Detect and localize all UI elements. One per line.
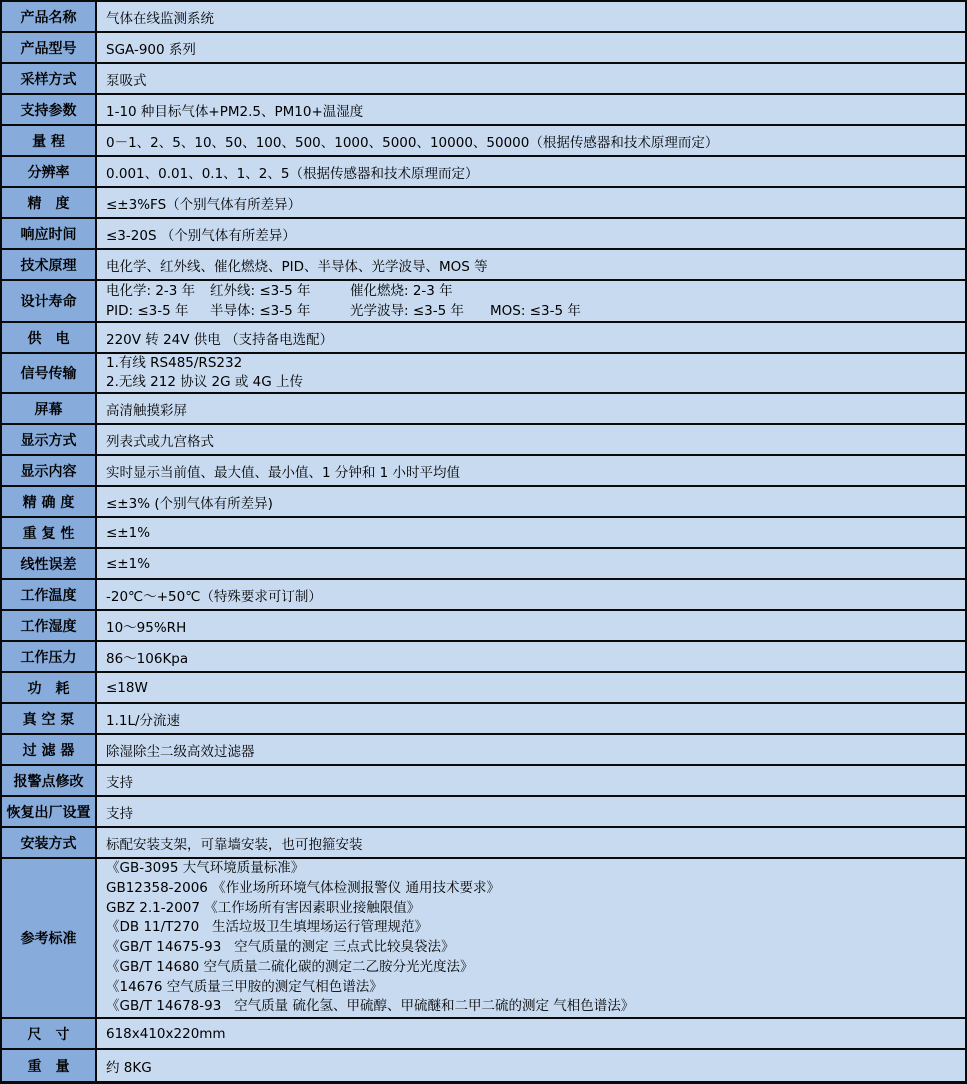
- spec-value: [97, 549, 965, 578]
- design-life-item: PID: ≤3-5 年: [106, 303, 189, 319]
- spec-value-text: 10～95%RH: [106, 619, 187, 636]
- spec-label: [2, 456, 97, 485]
- spec-value-text: 0－1、2、5、10、50、100、500、1000、5000、10000、50000（根据传感器和技术原理而定）: [106, 134, 719, 151]
- spec-label: [2, 735, 97, 764]
- spec-row-range: [2, 126, 965, 157]
- spec-label-text: 技术原理: [20, 257, 77, 274]
- standard-line: 《14676 空气质量三甲胺的测定气相色谱法》: [106, 978, 383, 995]
- spec-row-power-consumption: [2, 673, 965, 704]
- spec-label-text: 显示方式: [20, 432, 77, 449]
- design-life-item: 催化燃烧: 2-3 年: [350, 283, 453, 299]
- spec-value-text: 86～106Kpa: [106, 650, 189, 667]
- spec-row-accuracy: [2, 188, 965, 219]
- signal-line-2: 2.无线 212 协议 2G 或 4G 上传: [106, 374, 303, 390]
- spec-value-text: 标配安装支架，可靠墙安装，也可抱箍安装: [106, 836, 363, 853]
- spec-label: [2, 766, 97, 795]
- spec-value-text: 0.001、0.01、0.1、1、2、5（根据传感器和技术原理而定）: [106, 165, 479, 182]
- standard-line: 《GB/T 14678-93 空气质量 硫化氢、甲硫醇、甲硫醚和二甲二硫的测定 气相色谱法》: [106, 998, 635, 1015]
- spec-value: [97, 642, 965, 671]
- spec-row-precision: [2, 487, 965, 518]
- spec-label-text: 分辨率: [27, 164, 70, 181]
- spec-value: [97, 95, 965, 124]
- spec-row-factory-reset: [2, 797, 965, 828]
- spec-label-text: 量 程: [32, 133, 65, 150]
- spec-value: [97, 1019, 965, 1048]
- spec-value-text: 泵吸式: [106, 72, 147, 89]
- spec-label-text: 工作压力: [20, 649, 77, 666]
- spec-value: [97, 487, 965, 516]
- spec-label-text: 支持参数: [20, 102, 77, 119]
- spec-value: [97, 766, 965, 795]
- spec-value-text: 220V 转 24V 供电 （支持备电选配）: [106, 331, 334, 348]
- spec-value: [97, 157, 965, 186]
- spec-value-text: ≤±1%: [106, 555, 151, 572]
- spec-label: [2, 487, 97, 516]
- spec-label: [2, 642, 97, 671]
- spec-label: [2, 2, 97, 31]
- spec-value-text: 实时显示当前值、最大值、最小值、1 分钟和 1 小时平均值: [106, 464, 461, 481]
- spec-label: [2, 354, 97, 392]
- spec-row-product-model: [2, 33, 965, 64]
- design-life-line-2: [106, 301, 965, 321]
- spec-row-installation-method: [2, 828, 965, 859]
- spec-value-text: 支持: [106, 805, 133, 822]
- standard-line: GBZ 2.1-2007 《工作场所有害因素职业接触限值》: [106, 899, 421, 916]
- spec-value-text: 列表式或九宫格式: [106, 433, 214, 450]
- spec-value-text: ≤3-20S （个别气体有所差异）: [106, 227, 296, 244]
- spec-label: [2, 673, 97, 702]
- spec-label-text: 精 确 度: [22, 494, 75, 511]
- standard-line: 《GB/T 14680 空气质量二硫化碳的测定二乙胺分光光度法》: [106, 958, 474, 975]
- spec-value-text: 气体在线监测系统: [106, 10, 214, 27]
- spec-label-text: 供 电: [27, 330, 70, 347]
- spec-row-signal-transmission: [2, 354, 965, 394]
- design-life-item: 电化学: 2-3 年: [106, 283, 196, 299]
- spec-value: [97, 580, 965, 609]
- spec-row-response-time: [2, 219, 965, 250]
- spec-value-text: 支持: [106, 774, 133, 791]
- spec-row-reference-standards: [2, 859, 965, 1019]
- spec-label: [2, 394, 97, 423]
- spec-label-text: 功 耗: [27, 680, 70, 697]
- spec-row-technical-principle: [2, 250, 965, 281]
- spec-value: [97, 64, 965, 93]
- spec-label: [2, 188, 97, 217]
- spec-label-text: 报警点修改: [13, 773, 84, 790]
- spec-label-text: 精 度: [27, 195, 70, 212]
- spec-label: [2, 797, 97, 826]
- spec-label: [2, 549, 97, 578]
- standard-line: 《DB 11/T270 生活垃圾卫生填埋场运行管理规范》: [106, 919, 429, 936]
- spec-value: [97, 323, 965, 352]
- spec-label-text: 真 空 泵: [22, 711, 75, 728]
- spec-value: [97, 354, 965, 392]
- spec-value: [97, 281, 965, 321]
- spec-label-text: 参考标准: [20, 931, 77, 947]
- spec-value: [97, 394, 965, 423]
- spec-value: [97, 219, 965, 248]
- spec-label: [2, 126, 97, 155]
- spec-value: [97, 735, 965, 764]
- spec-row-power-supply: [2, 323, 965, 354]
- spec-row-filter: [2, 735, 965, 766]
- spec-value: [97, 828, 965, 857]
- spec-value-text: 高清触摸彩屏: [106, 402, 187, 419]
- spec-value-text: ≤±3% (个别气体有所差异): [106, 495, 273, 512]
- spec-label: [2, 611, 97, 640]
- spec-row-working-pressure: [2, 642, 965, 673]
- spec-label: [2, 95, 97, 124]
- spec-label-text: 恢复出厂设置: [6, 804, 91, 821]
- spec-label: [2, 518, 97, 547]
- spec-value: [97, 518, 965, 547]
- spec-row-design-life: [2, 281, 965, 323]
- spec-value: [97, 188, 965, 217]
- design-life-item: 光学波导: ≤3-5 年: [350, 303, 464, 319]
- spec-value: [97, 126, 965, 155]
- spec-value-text: -20℃～+50℃（特殊要求可订制）: [106, 588, 322, 605]
- spec-value: [97, 859, 965, 1017]
- standard-line: GB12358-2006 《作业场所环境气体检测报警仪 通用技术要求》: [106, 879, 500, 896]
- spec-label: [2, 1050, 97, 1081]
- spec-label-text: 安装方式: [20, 835, 77, 852]
- spec-label: [2, 580, 97, 609]
- spec-label-text: 显示内容: [20, 463, 77, 480]
- spec-row-resolution: [2, 157, 965, 188]
- spec-row-display-content: [2, 456, 965, 487]
- spec-label: [2, 425, 97, 454]
- spec-label-text: 采样方式: [20, 71, 77, 88]
- design-life-item: 红外线: ≤3-5 年: [210, 283, 311, 299]
- spec-label-text: 尺 寸: [27, 1026, 70, 1043]
- spec-value-text: 电化学、红外线、催化燃烧、PID、半导体、光学波导、MOS 等: [106, 258, 488, 275]
- spec-label-text: 信号传输: [20, 366, 77, 382]
- standard-line: 《GB/T 14675-93 空气质量的测定 三点式比较臭袋法》: [106, 939, 455, 955]
- spec-row-screen: [2, 394, 965, 425]
- design-life-line-1: [106, 281, 965, 301]
- spec-label-text: 过 滤 器: [22, 742, 75, 759]
- spec-label-text: 设计寿命: [20, 294, 77, 310]
- spec-value: [97, 425, 965, 454]
- spec-value: [97, 33, 965, 62]
- spec-label: [2, 828, 97, 857]
- spec-label-text: 产品型号: [20, 40, 77, 57]
- spec-row-linearity-error: [2, 549, 965, 580]
- spec-row-working-temperature: [2, 580, 965, 611]
- spec-row-supported-parameters: [2, 95, 965, 126]
- spec-label: [2, 33, 97, 62]
- spec-value: [97, 673, 965, 702]
- spec-label: [2, 219, 97, 248]
- spec-label: [2, 64, 97, 93]
- spec-value-text: 1.1L/分流速: [106, 712, 181, 729]
- spec-label: [2, 281, 97, 321]
- spec-value: [97, 2, 965, 31]
- spec-row-repeatability: [2, 518, 965, 549]
- signal-line-1: 1.有线 RS485/RS232: [106, 355, 243, 371]
- spec-row-alarm-point-modify: [2, 766, 965, 797]
- spec-label: [2, 323, 97, 352]
- spec-label: [2, 859, 97, 1017]
- spec-row-working-humidity: [2, 611, 965, 642]
- spec-label-text: 工作温度: [20, 587, 77, 604]
- spec-label: [2, 250, 97, 279]
- spec-label-text: 响应时间: [20, 226, 77, 243]
- spec-row-dimensions: [2, 1019, 965, 1050]
- spec-value-text: ≤18W: [106, 679, 148, 696]
- spec-value-text: SGA-900 系列: [106, 41, 196, 58]
- spec-label-text: 重 复 性: [22, 525, 75, 542]
- spec-label-text: 工作湿度: [20, 618, 77, 635]
- standard-line: 《GB-3095 大气环境质量标准》: [106, 860, 305, 876]
- spec-value: [97, 704, 965, 733]
- spec-value-text: 除湿除尘二级高效过滤器: [106, 743, 255, 760]
- spec-value-text: 约 8KG: [106, 1059, 152, 1076]
- spec-label: [2, 704, 97, 733]
- spec-value-text: 1-10 种目标气体+PM2.5、PM10+温湿度: [106, 103, 364, 120]
- spec-row-vacuum-pump: [2, 704, 965, 735]
- spec-row-sampling-method: [2, 64, 965, 95]
- spec-value-text: ≤±3%FS（个别气体有所差异）: [106, 196, 302, 213]
- spec-value: [97, 250, 965, 279]
- spec-label-text: 重 量: [27, 1058, 70, 1075]
- spec-row-product-name: [2, 2, 965, 33]
- spec-value-text: 618x410x220mm: [106, 1025, 226, 1042]
- spec-row-display-mode: [2, 425, 965, 456]
- spec-value-text: ≤±1%: [106, 524, 151, 541]
- spec-label-text: 产品名称: [20, 9, 77, 26]
- design-life-item: 半导体: ≤3-5 年: [210, 303, 311, 319]
- spec-value: [97, 456, 965, 485]
- spec-row-weight: [2, 1050, 965, 1081]
- spec-value: [97, 1050, 965, 1081]
- spec-label: [2, 157, 97, 186]
- design-life-item: MOS: ≤3-5 年: [490, 303, 581, 319]
- spec-label-text: 屏幕: [34, 401, 63, 418]
- spec-label: [2, 1019, 97, 1048]
- spec-value: [97, 797, 965, 826]
- spec-value: [97, 611, 965, 640]
- spec-label-text: 线性误差: [20, 556, 77, 573]
